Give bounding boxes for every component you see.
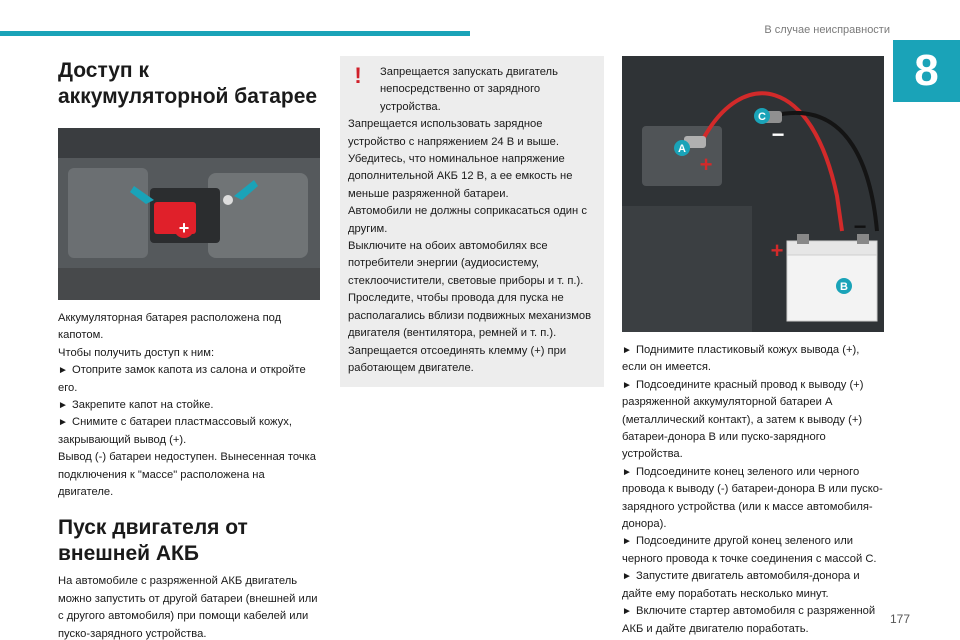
warning-line-4: Выключите на обоих автомобилях все потребители энергии (аудиосистему, стеклоочистители, световые приборы и т. п.). <box>348 240 584 287</box>
label-a: A <box>678 143 686 155</box>
label-b: B <box>840 281 848 293</box>
jump-step-6: ► Включите стартер автомобиля с разряженной АКБ и дайте двигателю поработать. <box>622 605 876 635</box>
bullet-arrow-icon: ► <box>58 417 68 429</box>
svg-text:+: + <box>178 218 190 238</box>
warning-exclamation-icon: ! <box>354 63 362 88</box>
access-step-2: ► Закрепите капот на стойке. <box>58 397 320 414</box>
warning-header <box>348 64 596 116</box>
warning-first-line: Запрещается запускать двигатель непосредственно от зарядного устройства. <box>380 66 558 113</box>
warning-line-5: Проследите, чтобы провода для пуска не располагались вблизи подвижных механизмов двигателя (вентилятора, ремней и т. п.). <box>348 292 592 340</box>
warning-line-3: Автомобили не должны соприкасаться один с другим. <box>348 205 587 235</box>
jump-step-2: ► Подсоедините красный провод к выводу (+) разряженной аккумуляторной батареи A (металлический контакт), а затем к выводу (+) батареи-донора B или пуско-зарядного устройства. <box>622 378 864 461</box>
warning-line-1: Запрещается использовать зарядное устройство с напряжением 24 В и выше. <box>348 118 559 148</box>
negative-sign-b: − <box>853 214 867 239</box>
bullet-arrow-icon: ► <box>622 466 632 478</box>
jump-step-1: ► Поднимите пластиковый кожух вывода (+), если он имеется. <box>622 344 860 374</box>
donor-battery <box>787 234 877 321</box>
column-battery-access <box>58 58 320 640</box>
jump-step-5: ► Запустите двигатель автомобиля-донора и дайте ему поработать несколько минут. <box>622 570 860 600</box>
bullet-arrow-icon: ► <box>622 345 632 356</box>
section-title: В случае неисправности <box>764 24 890 36</box>
bullet-arrow-icon: ► <box>58 365 68 377</box>
negative-sign-c: − <box>771 122 785 147</box>
battery-access-title: Доступ к аккумуляторной батарее <box>58 59 318 108</box>
jump-start-intro: На автомобиле с разряженной АКБ двигатель можно запустить от другой батареи (внешней или с другого автомобиля) при помощи кабелей или пуско-зарядного устройства. <box>58 575 318 640</box>
negative-terminal-note: Вывод (-) батареи недоступен. Вынесенная точка подключения к "массе" расположена на двигателе. <box>58 451 317 499</box>
warning-box <box>340 56 604 387</box>
warning-line-2: Убедитесь, что номинальное напряжение дополнительной АКБ 12 В, а ее емкость не меньше разряженной батареи. <box>348 153 573 200</box>
bullet-arrow-icon: ► <box>622 571 632 583</box>
jump-start-title: Пуск двигателя от внешней АКБ <box>58 516 248 566</box>
positive-sign-a: + <box>699 152 713 177</box>
column-jump-procedure <box>622 56 884 638</box>
jump-step-4: ► Подсоедините другой конец зеленого или черного провода к точке соединения с массой C. <box>622 535 877 565</box>
access-step-3: ► Снимите с батареи пластмассовый кожух, закрывающий вывод (+). <box>58 416 292 446</box>
warning-line-6: Запрещается отсоединять клемму (+) при работающем двигателе. <box>348 344 567 374</box>
jump-start-diagram <box>622 56 884 332</box>
engine-bay-photo <box>58 128 320 300</box>
bullet-arrow-icon: ► <box>622 379 632 391</box>
access-step-1: ► Отоприте замок капота из салона и откройте его. <box>58 364 306 394</box>
bullet-arrow-icon: ► <box>622 536 632 548</box>
jump-start-illustration <box>622 56 884 332</box>
access-lead-text: Чтобы получить доступ к ним: <box>58 346 215 359</box>
engine-bay-illustration <box>58 128 320 300</box>
column-warnings <box>340 56 604 387</box>
bullet-arrow-icon: ► <box>622 606 632 618</box>
positive-sign-b: + <box>770 238 784 263</box>
page-number: 177 <box>889 612 910 626</box>
chapter-number-tab: 8 <box>893 40 960 102</box>
battery-location-text: Аккумуляторная батарея расположена под капотом. <box>58 312 282 342</box>
header-accent-bar <box>0 31 470 36</box>
bullet-arrow-icon: ► <box>58 400 68 412</box>
label-c: C <box>758 111 766 123</box>
jump-step-3: ► Подсоедините конец зеленого или черного провода к выводу (-) батареи-донора B или пуско-зарядного устройства (или к массе автомобиля-донора). <box>622 465 883 531</box>
